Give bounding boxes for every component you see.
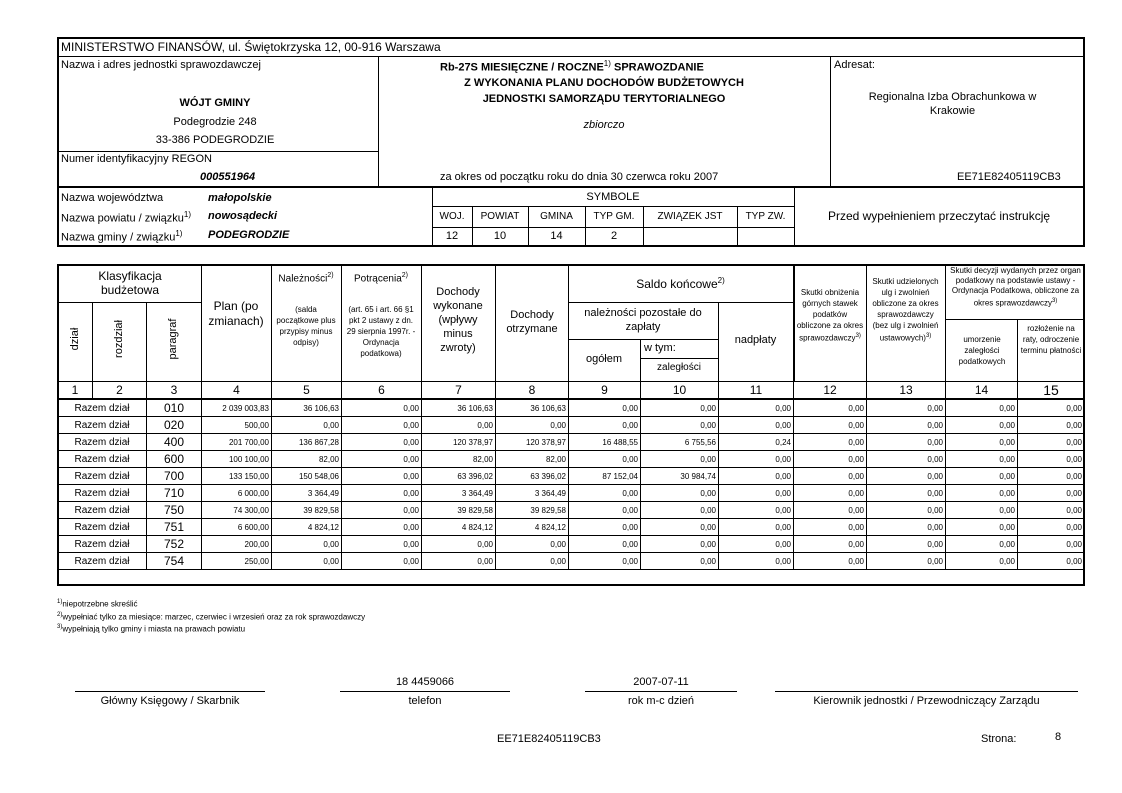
- data-table: [57, 399, 1085, 570]
- footnote-text: niepotrzebne skreślić: [62, 599, 138, 609]
- col-skutki-obnizenia: [796, 287, 864, 344]
- table-cell: 0,00: [794, 400, 867, 417]
- unit-label: Nazwa i adres jednostki sprawozdawczej: [61, 59, 261, 71]
- table-cell: 0,00: [1018, 536, 1085, 553]
- table-cell: 0,00: [1018, 451, 1085, 468]
- table-cell: 6 000,00: [202, 485, 272, 502]
- county-sup: 1): [183, 210, 192, 219]
- table-row: [58, 417, 1085, 434]
- table-cell: 0,00: [719, 468, 794, 485]
- col-saldo-sup: 2): [717, 276, 725, 285]
- table-cell: 36 106,63: [422, 400, 496, 417]
- table-cell: 0,00: [342, 536, 422, 553]
- col-nadplaty: nadpłaty: [734, 334, 777, 346]
- date-label: rok m-c dzień: [627, 695, 695, 707]
- table-cell: 0,00: [946, 417, 1018, 434]
- divider: [57, 151, 378, 152]
- divider: [92, 302, 93, 381]
- table-cell: 63 396,02: [496, 468, 569, 485]
- divider: [793, 264, 795, 381]
- row-label: Razem dział: [58, 417, 147, 434]
- col-naleznosci-sub: (salda początkowe plus przypisy minus odpisy): [276, 305, 336, 347]
- col-number: 7: [422, 382, 496, 399]
- table-cell: 0,00: [719, 519, 794, 536]
- table-cell: 0,00: [342, 434, 422, 451]
- report-type: zbiorczo: [583, 119, 625, 131]
- divider: [568, 302, 793, 303]
- county-label-text: Nazwa powiatu / związku: [61, 212, 184, 225]
- table-cell: 201 700,00: [202, 434, 272, 451]
- table-cell: 4 824,12: [422, 519, 496, 536]
- table-cell: 0,00: [569, 536, 641, 553]
- table-cell: 0,00: [946, 553, 1018, 570]
- table-cell: 200,00: [202, 536, 272, 553]
- sym-value-gmina: 14: [550, 230, 563, 242]
- table-cell: 0,24: [719, 434, 794, 451]
- table-row: [58, 485, 1085, 502]
- sym-header-typgm: TYP GM.: [593, 211, 635, 222]
- table-cell: 2 039 003,83: [202, 400, 272, 417]
- table-cell: 0,00: [272, 536, 342, 553]
- divider: [640, 339, 641, 381]
- table-cell: 100 100,00: [202, 451, 272, 468]
- table-cell: 6 600,00: [202, 519, 272, 536]
- col-skutki-ulg-text: Skutki udzielonych ulg i zwolnień obliczone za okres sprawozdawczy (bez ulg i zwolnień ustawowych): [872, 277, 939, 343]
- footnotes: [57, 597, 365, 635]
- col-umorzenie: umorzenie zaległości podatkowych: [958, 335, 1006, 366]
- table-row: [58, 434, 1085, 451]
- report-period: za okres od początku roku do dnia 30 czerwca roku 2007: [440, 171, 719, 183]
- table-cell: 120 378,97: [422, 434, 496, 451]
- row-code: 010: [147, 400, 202, 417]
- table-cell: 87 152,04: [569, 468, 641, 485]
- col-plan: Plan (po zmianach): [208, 299, 264, 328]
- divider: [945, 264, 946, 381]
- report-title-b: SPRAWOZDANIE: [613, 61, 704, 74]
- table-cell: 0,00: [422, 536, 496, 553]
- table-row: [58, 519, 1085, 536]
- row-label: Razem dział: [58, 502, 147, 519]
- table-cell: 39 829,58: [496, 502, 569, 519]
- divider: [1017, 319, 1018, 381]
- table-cell: 82,00: [422, 451, 496, 468]
- footnote-num: 2): [57, 611, 63, 618]
- symbols-label: SYMBOLE: [586, 191, 640, 203]
- table-cell: 0,00: [641, 519, 719, 536]
- sym-header-powiat: POWIAT: [480, 211, 520, 222]
- commune-value: PODEGRODZIE: [208, 229, 290, 241]
- row-code: 400: [147, 434, 202, 451]
- table-cell: 0,00: [342, 485, 422, 502]
- divider: [201, 264, 202, 381]
- voivodeship-value: małopolskie: [208, 192, 272, 204]
- col-rozlozenie: rozłożenie na raty, odroczenie terminu płatności: [1020, 324, 1082, 355]
- divider: [866, 264, 867, 381]
- table-cell: 0,00: [569, 485, 641, 502]
- table-cell: 0,00: [719, 451, 794, 468]
- column-numbers-row: [57, 381, 1085, 399]
- col-number: 12: [794, 382, 867, 399]
- table-cell: 63 396,02: [422, 468, 496, 485]
- divider: [495, 264, 496, 381]
- signature-line: [340, 691, 510, 692]
- table-cell: 0,00: [946, 468, 1018, 485]
- col-skutki-obnizenia-sup: 3): [855, 333, 861, 339]
- col-dochody-wykonane: Dochody wykonane (wpływy minus zwroty): [433, 286, 483, 354]
- col-saldo: [568, 276, 793, 291]
- col-skutki-decyzji-sup: 3): [1051, 298, 1058, 304]
- table-cell: 250,00: [202, 553, 272, 570]
- row-code: 700: [147, 468, 202, 485]
- table-row: [58, 451, 1085, 468]
- col-saldo-text: Saldo końcowe: [636, 277, 718, 291]
- footnote: [57, 622, 365, 635]
- county-label: [61, 210, 191, 225]
- divider: [432, 227, 794, 228]
- table-cell: 0,00: [342, 400, 422, 417]
- col-number: 5: [272, 382, 342, 399]
- col-potracenia-sup: 2): [401, 272, 409, 279]
- col-skutki-decyzji: [948, 266, 1083, 309]
- col-naleznosci-sup: 2): [327, 272, 334, 279]
- table-cell: 0,00: [641, 536, 719, 553]
- divider: [57, 56, 1085, 57]
- phone-label: telefon: [408, 695, 442, 707]
- table-cell: 0,00: [794, 485, 867, 502]
- unit-name: WÓJT GMINY: [179, 97, 251, 109]
- table-cell: 0,00: [867, 519, 946, 536]
- table-cell: 82,00: [496, 451, 569, 468]
- table-cell: 0,00: [496, 553, 569, 570]
- table-cell: 0,00: [272, 417, 342, 434]
- divider: [57, 302, 201, 303]
- col-number: 3: [147, 382, 202, 399]
- row-label: Razem dział: [58, 468, 147, 485]
- table-cell: 0,00: [794, 434, 867, 451]
- table-cell: 0,00: [1018, 400, 1085, 417]
- divider: [945, 319, 1085, 320]
- table-row: [58, 553, 1085, 570]
- table-cell: 3 364,49: [422, 485, 496, 502]
- table-cell: 4 824,12: [496, 519, 569, 536]
- table-cell: 136 867,28: [272, 434, 342, 451]
- table-cell: 30 984,74: [641, 468, 719, 485]
- table-row: [58, 536, 1085, 553]
- signature-line: [585, 691, 737, 692]
- divider: [830, 56, 831, 186]
- col-number: 6: [342, 382, 422, 399]
- unit-address-2: 33-386 PODEGRODZIE: [155, 134, 275, 146]
- table-row: [58, 400, 1085, 417]
- sym-header-gmina: GMINA: [540, 211, 573, 222]
- col-number: 11: [719, 382, 794, 399]
- col-potracenia-text: Potrącenia: [353, 273, 402, 285]
- table-cell: 0,00: [641, 553, 719, 570]
- table-cell: 0,00: [422, 553, 496, 570]
- table-cell: 0,00: [794, 451, 867, 468]
- table-cell: 0,00: [719, 536, 794, 553]
- col-ogolem: ogółem: [585, 353, 623, 365]
- addressee-name: Regionalna Izba Obrachunkowa w Krakowie: [868, 91, 1037, 117]
- table-cell: 0,00: [1018, 519, 1085, 536]
- sym-header-woj: WOJ.: [439, 211, 465, 222]
- page-number: 8: [1055, 731, 1062, 743]
- table-cell: 0,00: [569, 502, 641, 519]
- col-skutki-decyzji-text: Skutki decyzji wydanych przez organ podatkowy na podstawie ustawy - Ordynacja Podatkowa, obliczone za okres sprawozdawczy: [950, 266, 1081, 308]
- col-nal-pozostale: należności pozostałe do zapłaty: [584, 307, 702, 333]
- table-cell: 0,00: [719, 553, 794, 570]
- footnote-text: wypełniać tylko za miesiące: marzec, czerwiec i wrzesień oraz za rok sprawozdawczy: [62, 612, 366, 622]
- signature-line: [775, 691, 1078, 692]
- table-row: [58, 502, 1085, 519]
- col-potracenia-sub: (art. 65 i art. 66 §1 pkt 2 ustawy z dn. 29 sierpnia 1997r. - Ordynacja podatkowa): [346, 305, 416, 358]
- table-cell: 0,00: [867, 485, 946, 502]
- row-code: 754: [147, 553, 202, 570]
- table-cell: 0,00: [946, 451, 1018, 468]
- table-cell: 0,00: [867, 553, 946, 570]
- table-cell: 0,00: [496, 417, 569, 434]
- divider: [146, 302, 147, 381]
- row-code: 710: [147, 485, 202, 502]
- report-title-line3: JEDNOSTKI SAMORZĄDU TERYTORIALNEGO: [482, 93, 726, 105]
- table-cell: 0,00: [946, 519, 1018, 536]
- table-cell: 0,00: [867, 400, 946, 417]
- signature-line: [75, 691, 265, 692]
- table-cell: 0,00: [1018, 417, 1085, 434]
- row-label: Razem dział: [58, 553, 147, 570]
- col-number: 8: [496, 382, 569, 399]
- table-cell: 0,00: [272, 553, 342, 570]
- row-code: 600: [147, 451, 202, 468]
- table-cell: 0,00: [569, 451, 641, 468]
- table-row: [58, 468, 1085, 485]
- table-cell: 0,00: [867, 536, 946, 553]
- col-skutki-ulg-sup: 3): [925, 333, 932, 339]
- table-cell: 0,00: [1018, 485, 1085, 502]
- footer-doc-id: EE71E82405119CB3: [497, 733, 601, 745]
- divider: [568, 339, 718, 340]
- row-code: 752: [147, 536, 202, 553]
- col-naleznosci-text: Należności: [278, 273, 328, 285]
- table-cell: 74 300,00: [202, 502, 272, 519]
- table-cell: 0,00: [1018, 553, 1085, 570]
- regon-value: 000551964: [200, 171, 256, 183]
- sym-header-typzw: TYP ZW.: [745, 211, 786, 222]
- footnote-num: 3): [57, 624, 63, 631]
- instruction-note: Przed wypełnieniem przeczytać instrukcję: [827, 209, 1051, 223]
- ministry-title: MINISTERSTWO FINANSÓW, ul. Świętokrzyska 12, 00-916 Warszawa: [61, 40, 441, 54]
- table-cell: 0,00: [794, 502, 867, 519]
- report-title-line1: [440, 59, 704, 74]
- col-zaleglosci: zaległości: [657, 362, 701, 373]
- table-cell: 0,00: [569, 417, 641, 434]
- table-cell: 0,00: [342, 468, 422, 485]
- table-cell: 0,00: [342, 417, 422, 434]
- table-cell: 36 106,63: [496, 400, 569, 417]
- row-code: 750: [147, 502, 202, 519]
- head-label: Kierownik jednostki / Przewodniczący Zarządu: [813, 695, 1040, 707]
- table-cell: 0,00: [342, 553, 422, 570]
- table-cell: 0,00: [1018, 468, 1085, 485]
- table-cell: 0,00: [946, 485, 1018, 502]
- col-paragraf: paragraf: [167, 318, 179, 360]
- divider: [640, 358, 718, 359]
- table-cell: 0,00: [719, 502, 794, 519]
- divider: [432, 206, 794, 207]
- col-klasyfikacja: Klasyfikacja budżetowa: [98, 269, 162, 297]
- table-cell: 0,00: [946, 434, 1018, 451]
- table-cell: 0,00: [719, 485, 794, 502]
- row-label: Razem dział: [58, 451, 147, 468]
- row-label: Razem dział: [58, 434, 147, 451]
- col-naleznosci: [271, 272, 341, 284]
- table-cell: 0,00: [569, 519, 641, 536]
- footnote: [57, 610, 365, 623]
- col-number: 14: [946, 382, 1018, 399]
- row-label: Razem dział: [58, 519, 147, 536]
- phone-value: 18 4459066: [395, 676, 455, 688]
- table-cell: 0,00: [719, 400, 794, 417]
- col-number: 13: [867, 382, 946, 399]
- table-cell: 0,00: [946, 536, 1018, 553]
- table-cell: 0,00: [641, 417, 719, 434]
- table-cell: 150 548,06: [272, 468, 342, 485]
- table-cell: 0,00: [794, 553, 867, 570]
- col-skutki-obnizenia-text: Skutki obniżenia górnych stawek podatków obliczone za okres sprawozdawczy: [796, 288, 864, 343]
- table-cell: 6 755,56: [641, 434, 719, 451]
- commune-label-text: Nazwa gminy / związku: [61, 231, 176, 244]
- table-cell: 0,00: [794, 468, 867, 485]
- col-dochody-otrzymane: Dochody otrzymane: [506, 309, 558, 335]
- row-label: Razem dział: [58, 536, 147, 553]
- table-cell: 0,00: [867, 451, 946, 468]
- doc-id: EE71E82405119CB3: [957, 171, 1061, 183]
- page-label: Strona:: [981, 733, 1017, 745]
- col-number: 15: [1018, 382, 1085, 399]
- table-cell: 0,00: [794, 519, 867, 536]
- footnote-num: 1): [57, 599, 63, 605]
- divider: [421, 264, 422, 381]
- row-label: Razem dział: [58, 485, 147, 502]
- table-cell: 0,00: [641, 400, 719, 417]
- col-number: 10: [641, 382, 719, 399]
- table-cell: 0,00: [867, 417, 946, 434]
- table-cell: 133 150,00: [202, 468, 272, 485]
- col-w-tym: w tym:: [644, 342, 676, 354]
- table-cell: 0,00: [342, 519, 422, 536]
- col-potracenia: [341, 272, 421, 284]
- unit-address-1: Podegrodzie 248: [173, 116, 257, 128]
- col-number: 4: [202, 382, 272, 399]
- table-cell: 0,00: [342, 451, 422, 468]
- table-cell: 0,00: [946, 400, 1018, 417]
- table-cell: 0,00: [496, 536, 569, 553]
- table-cell: 0,00: [342, 502, 422, 519]
- table-cell: 39 829,58: [422, 502, 496, 519]
- table-cell: 0,00: [641, 485, 719, 502]
- table-cell: 3 364,49: [272, 485, 342, 502]
- table-cell: 0,00: [867, 434, 946, 451]
- row-code: 751: [147, 519, 202, 536]
- table-cell: 0,00: [794, 417, 867, 434]
- table-cell: 0,00: [569, 553, 641, 570]
- report-title-sup: 1): [603, 59, 611, 68]
- footnote-text: wypełniają tylko gminy i miasta na prawach powiatu: [62, 624, 246, 634]
- voivodeship-label: Nazwa województwa: [61, 192, 164, 204]
- table-cell: 0,00: [946, 502, 1018, 519]
- table-cell: 0,00: [867, 468, 946, 485]
- row-label: Razem dział: [58, 400, 147, 417]
- table-cell: 16 488,55: [569, 434, 641, 451]
- col-dzial: dział: [69, 327, 81, 351]
- regon-label: Numer identyfikacyjny REGON: [61, 153, 212, 165]
- table-cell: 500,00: [202, 417, 272, 434]
- table-cell: 39 829,58: [272, 502, 342, 519]
- chief-accountant-label: Główny Księgowy / Skarbnik: [100, 695, 240, 707]
- date-value: 2007-07-11: [633, 676, 689, 688]
- table-cell: 0,00: [569, 400, 641, 417]
- report-title-a: Rb-27S MIESIĘCZNE / ROCZNE: [440, 61, 604, 74]
- table-cell: 0,00: [641, 502, 719, 519]
- col-rozdzial: rozdział: [113, 320, 125, 358]
- table-cell: 120 378,97: [496, 434, 569, 451]
- addressee-label: Adresat:: [834, 59, 875, 71]
- table-cell: 0,00: [422, 417, 496, 434]
- row-code: 020: [147, 417, 202, 434]
- table-cell: 0,00: [1018, 434, 1085, 451]
- table-cell: 0,00: [641, 451, 719, 468]
- table-cell: 82,00: [272, 451, 342, 468]
- sym-value-woj: 12: [445, 230, 459, 242]
- divider: [57, 186, 1085, 188]
- table-cell: 3 364,49: [496, 485, 569, 502]
- footnote: [57, 597, 365, 610]
- col-number: 9: [569, 382, 641, 399]
- sym-value-powiat: 10: [493, 230, 507, 242]
- report-title-line2: Z WYKONANIA PLANU DOCHODÓW BUDŻETOWYCH: [464, 77, 744, 89]
- table-cell: 0,00: [867, 502, 946, 519]
- col-number: 2: [93, 382, 147, 399]
- sym-header-zwiazek: ZWIĄZEK JST: [657, 211, 723, 222]
- table-cell: 0,00: [719, 417, 794, 434]
- col-number: 1: [58, 382, 93, 399]
- col-skutki-ulg: [869, 276, 942, 344]
- table-cell: 4 824,12: [272, 519, 342, 536]
- sym-value-typgm: 2: [610, 230, 618, 242]
- table-cell: 36 106,63: [272, 400, 342, 417]
- commune-sup: 1): [175, 229, 183, 238]
- commune-label: [61, 229, 182, 244]
- county-value: nowosądecki: [208, 210, 278, 222]
- table-cell: 0,00: [1018, 502, 1085, 519]
- table-cell: 0,00: [794, 536, 867, 553]
